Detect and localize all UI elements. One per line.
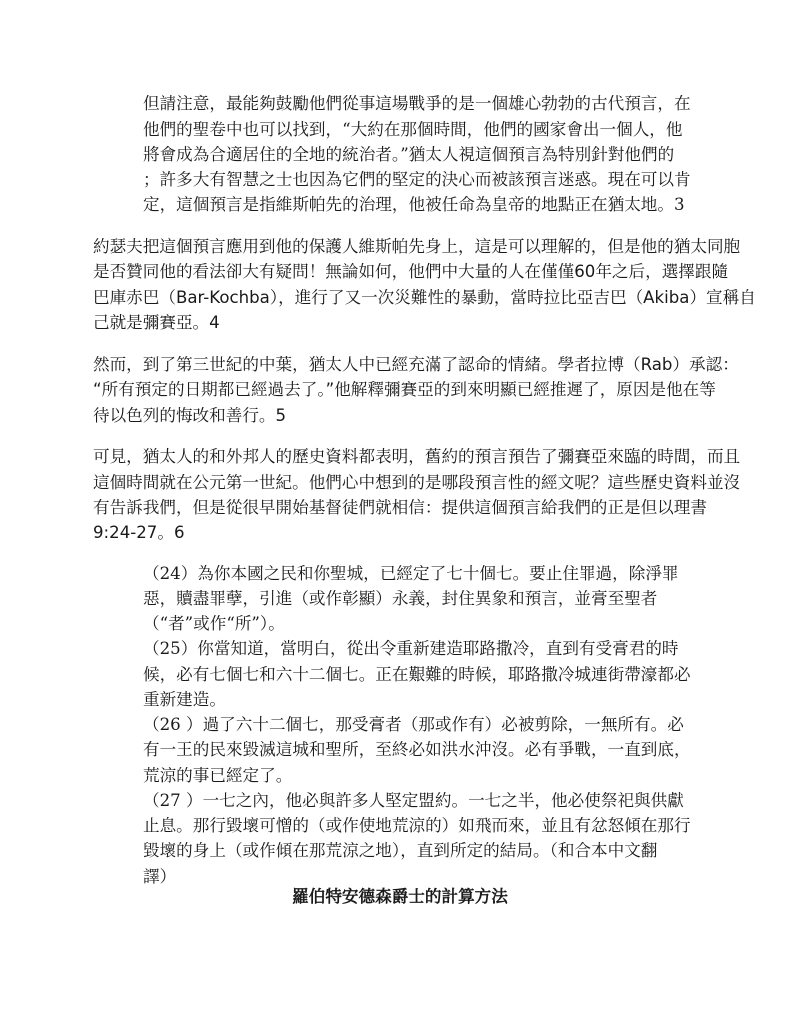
text-line: 巴庫赤巴（Bar-Kochba），進行了又一次災難性的暴動，當時拉比亞吉巴（Akiba）宣稱自 — [93, 288, 756, 307]
text-line: 惡，贖盡罪孽，引進（或作彰顯）永義，封住異象和預言，並膏至聖者 — [143, 589, 658, 608]
text-line: 譯） — [143, 867, 177, 886]
text-line: 有一王的民來毀滅這城和聖所，至終必如洪水沖沒。必有爭戰，一直到底， — [143, 740, 691, 759]
text-line: 重新建造。 — [143, 690, 226, 709]
section-heading: 羅伯特安德森爵士的計算方法 — [292, 886, 508, 906]
text-line: 毀壞的身上（或作傾在那荒涼之地），直到所定的結局。（和合本中文翻 — [143, 841, 658, 860]
text-line: （24）為你本國之民和你聖城，已經定了七十個七。要止住罪過，除淨罪 — [143, 564, 679, 583]
text-line: 他們的聖卷中也可以找到，“大約在那個時間，他們的國家會出一個人，他 — [143, 120, 683, 139]
text-line: 可見，猶太人的和外邦人的歷史資料都表明，舊約的預言預告了彌賽亞來臨的時間，而且 — [93, 447, 741, 466]
text-line: 候，必有七個七和六十二個七。正在艱難的時候，耶路撒冷城連街帶濠都必 — [143, 665, 691, 684]
text-line: 約瑟夫把這個預言應用到他的保護人維斯帕先身上，這是可以理解的，但是他的猶太同胞 — [93, 237, 741, 256]
text-line: （25）你當知道，當明白，從出令重新建造耶路撒冷，直到有受膏君的時 — [143, 639, 679, 658]
text-line: 9:24-27。6 — [93, 523, 185, 542]
text-line: 止息。那行毀壞可憎的（或作使地荒涼的）如飛而來，並且有忿怒傾在那行 — [143, 816, 691, 835]
text-line: （“者”或作“所”）。 — [143, 614, 285, 633]
text-line: 荒涼的事已經定了。 — [143, 766, 293, 785]
text-line: （27 ）一七之內，他必與許多人堅定盟約。一七之半，他必使祭祀與供獻 — [143, 791, 684, 810]
text-line: （26 ）過了六十二個七，那受膏者（那或作有）必被剪除，一無所有。必 — [143, 715, 684, 734]
text-line: “所有預定的日期都已經過去了。”他解釋彌賽亞的到來明顯已經推遲了，原因是他在等 — [93, 380, 716, 399]
text-line: 定，這個預言是指維斯帕先的治理，他被任命為皇帝的地點正在猶太地。3 — [143, 195, 685, 214]
text-line: 然而，到了第三世紀的中葉，猶太人中已經充滿了認命的情緒。學者拉博（Rab）承認： — [93, 355, 739, 374]
text-line: 待以色列的悔改和善行。5 — [93, 406, 287, 425]
text-line: ；許多大有智慧之士也因為它們的堅定的決心而被該預言迷惑。現在可以肯 — [143, 170, 691, 189]
text-line: 但請注意，最能夠鼓勵他們從事這場戰爭的是一個雄心勃勃的古代預言，在 — [143, 94, 691, 113]
text-line: 己就是彌賽亞。4 — [93, 313, 220, 332]
text-line: 將會成為合適居住的全地的統治者。”猶太人視這個預言為特別針對他們的 — [143, 145, 675, 164]
text-line: 是否贊同他的看法卻大有疑問！無論如何，他們中大量的人在僅僅60年之后，選擇跟隨 — [93, 262, 729, 281]
text-line: 有告訴我們，但是從很早開始基督徒們就相信：提供這個預言給我們的正是但以理書 — [93, 498, 707, 517]
text-line: 這個時間就在公元第一世紀。他們心中想到的是哪段預言性的經文呢？這些歷史資料並沒 — [93, 473, 741, 492]
